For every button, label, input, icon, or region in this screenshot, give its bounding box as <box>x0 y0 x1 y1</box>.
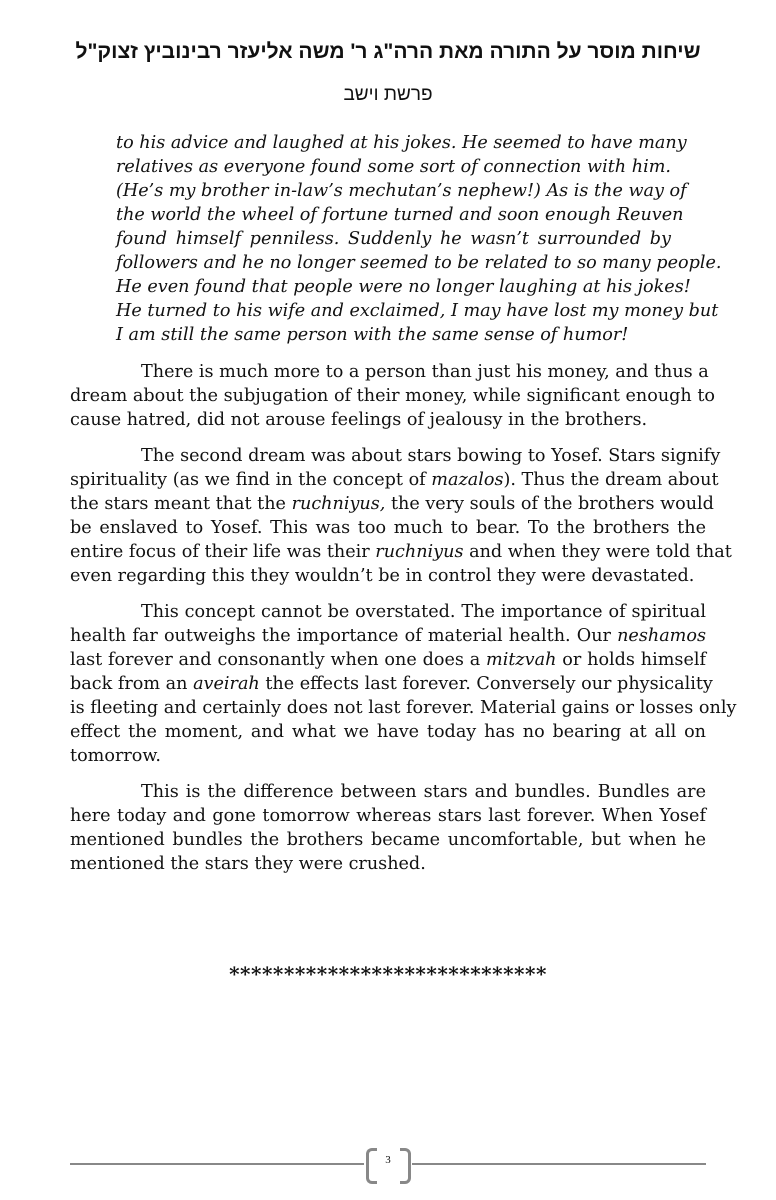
text-run: This is the difference between stars and bundles. Bundles are <box>141 782 706 802</box>
text-line <box>70 648 706 672</box>
story-quote-block <box>116 131 722 347</box>
paragraph <box>70 444 732 588</box>
text-line <box>70 672 713 696</box>
text-run: to his advice and laughed at his jokes. He seemed to have many <box>116 133 687 153</box>
text-line <box>70 804 706 828</box>
section-separator: ***************************** <box>229 962 547 986</box>
text-line <box>70 540 732 564</box>
text-line <box>116 299 719 323</box>
text-run: (He’s my brother in-law’s mechutan’s nephew!) As is the way of <box>116 181 687 201</box>
text-run: He turned to his wife and exclaimed, I may have lost my money but <box>116 301 719 321</box>
text-run: here today and gone tomorrow whereas stars last forever. When Yosef <box>70 806 706 826</box>
text-run: He even found that people were no longer laughing at his jokes! <box>116 277 691 297</box>
text-run: I am still the same person with the same sense of humor! <box>116 325 629 345</box>
italic-term: mitzvah <box>486 650 557 670</box>
text-line <box>70 408 706 432</box>
text-line <box>116 251 722 275</box>
text-line <box>116 275 691 299</box>
text-line <box>70 600 706 624</box>
text-line <box>70 516 706 540</box>
text-line <box>116 131 687 155</box>
text-run: mentioned the stars they were crushed. <box>70 854 426 874</box>
text-line <box>70 492 714 516</box>
page-number: 3 <box>385 1154 391 1166</box>
text-run: mentioned bundles the brothers became uncomfortable, but when he <box>70 830 706 850</box>
paragraph <box>70 600 737 768</box>
text-run: This concept cannot be overstated. The importance of spiritual <box>141 602 706 622</box>
text-run: last forever and consonantly when one does a <box>70 650 487 670</box>
bracket-right-icon <box>400 1148 411 1184</box>
text-run: ). Thus the dream about <box>503 470 719 490</box>
text-line <box>70 696 737 720</box>
text-run: found himself penniless. Suddenly he wasn’t surrounded by <box>116 229 671 249</box>
text-run: tomorrow. <box>70 746 161 766</box>
italic-term: ruchniyus, <box>291 494 386 514</box>
text-line <box>70 444 721 468</box>
text-run: spirituality (as we find in the concept of <box>70 470 432 490</box>
text-run: the stars meant that the <box>70 494 292 514</box>
paragraph <box>70 360 716 432</box>
text-run: entire focus of their life was their <box>70 542 376 562</box>
text-run: effect the moment, and what we have today has no bearing at all on <box>70 722 706 742</box>
italic-term: aveirah <box>193 674 260 694</box>
text-line <box>70 468 719 492</box>
text-line <box>116 227 671 251</box>
text-run: the very souls of the brothers would <box>385 494 714 514</box>
text-run: the world the wheel of fortune turned and soon enough Reuven <box>116 205 684 225</box>
text-line <box>70 780 706 804</box>
page-footer <box>70 1148 706 1182</box>
text-run: be enslaved to Yosef. This was too much to bear. To the brothers the <box>70 518 706 538</box>
italic-term: ruchniyus <box>375 542 464 562</box>
text-run: even regarding this they wouldn’t be in control they were devastated. <box>70 566 695 586</box>
text-line <box>70 624 706 648</box>
italic-term: mazalos <box>431 470 504 490</box>
footer-rule-left <box>70 1163 364 1165</box>
text-line <box>70 828 706 852</box>
text-line <box>70 360 709 384</box>
text-run: or holds himself <box>556 650 706 670</box>
text-line <box>70 852 706 876</box>
text-line <box>116 155 671 179</box>
text-run: the effects last forever. Conversely our physicality <box>259 674 713 694</box>
text-line <box>116 203 684 227</box>
parsha-subtitle: פרשת וישב <box>343 84 433 105</box>
paragraph <box>70 780 706 876</box>
text-run: dream about the subjugation of their money, while significant enough to <box>70 386 716 406</box>
text-run: back from an <box>70 674 194 694</box>
body-text <box>70 360 737 888</box>
text-run: and when they were told that <box>463 542 732 562</box>
text-line <box>70 564 706 588</box>
text-run: followers and he no longer seemed to be related to so many people. <box>116 253 722 273</box>
footer-rule-right <box>412 1163 706 1165</box>
text-run: is fleeting and certainly does not last forever. Material gains or losses only <box>70 698 737 718</box>
text-line <box>70 720 706 744</box>
text-run: There is much more to a person than just his money, and thus a <box>141 362 709 382</box>
text-line <box>70 744 706 768</box>
text-run: cause hatred, did not arouse feelings of jealousy in the brothers. <box>70 410 648 430</box>
text-run: health far outweighs the importance of material health. Our <box>70 626 618 646</box>
italic-term: neshamos <box>617 626 706 646</box>
running-header-title: שיחות מוסר על התורה מאת הרה"ג ר' משה אליעזר רבינוביץ זצוק"ל <box>75 40 701 63</box>
text-line <box>116 323 671 347</box>
text-line <box>70 384 716 408</box>
text-run: relatives as everyone found some sort of connection with him. <box>116 157 671 177</box>
text-run: The second dream was about stars bowing to Yosef. Stars signify <box>141 446 721 466</box>
text-line <box>116 179 687 203</box>
